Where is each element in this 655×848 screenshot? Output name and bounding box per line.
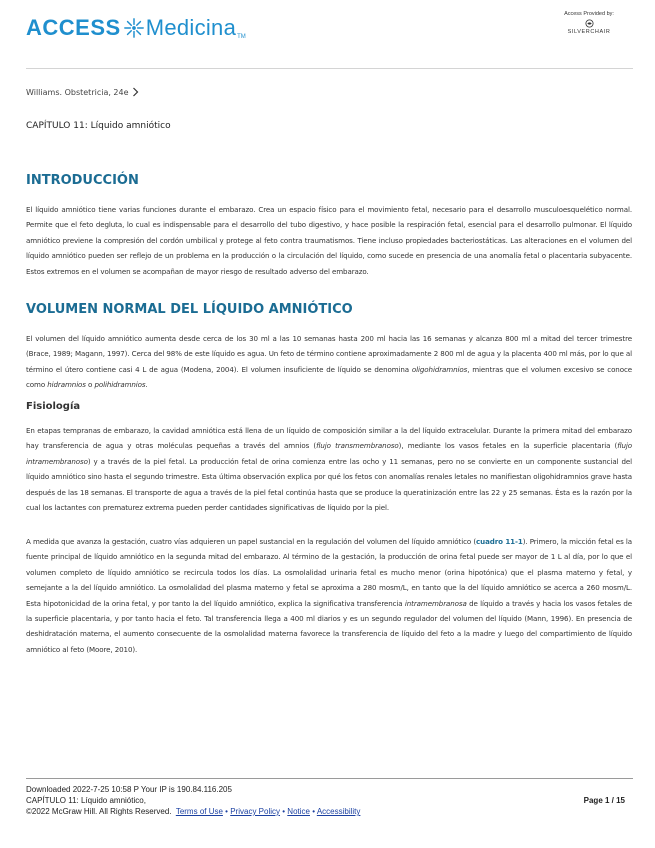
breadcrumb[interactable] (26, 87, 139, 97)
logo-trademark: TM (237, 34, 246, 40)
page-header (0, 0, 655, 70)
volume-paragraph: El volumen del líquido amniótico aumenta desde cerca de los 30 ml a las 10 semanas hasta 200 ml hacia las 16 semanas y alcanza 800 ml a mitad del tercer trimestre (Brace, 1989; Magann, 1997). Cerca del 98% de este líquido es agua. Un feto de término contiene aproximadamente 2 800 ml de agua y la placenta 400 ml más, por lo que al término el útero contiene casi 4 L de agua (Modena, 2004). El volumen insuficiente de líquido se denomina oligohidramnios, mientras que el volumen excesivo se conoce como hidramnios o polihidramnios. (26, 334, 633, 390)
footer-chapter: CAPÍTULO 11: Líquido amniótico, (26, 796, 146, 805)
term-polihidramnios: polihidramnios (94, 380, 146, 390)
separator: • (225, 807, 228, 816)
separator: • (282, 807, 286, 816)
separator: • (312, 807, 316, 816)
intro-paragraph: El líquido amniótico tiene varias funciones durante el embarazo. Crea un espacio físico para el movimiento fetal, necesario para el desarrollo musculoesquelético normal. Permite que el feto degluta, lo cual es indispensable para el desarrollo del tubo digestivo, y hace posible la respiración fetal, esencial para el desarrollo pulmonar. El líquido amniótico previene la compresión del cordón umbilical y protege al feto contra traumatismos. Tiene incluso propiedades bacteriostáticas. Las alteraciones en el volumen del líquido amniótico pueden ser reflejo de un problema en la producción o la circulación del líquido, como sucede en presencia de una anomalía fetal o placentaria subyacente. Estos extremos en el volumen se acompañan de mayor riesgo de resultado adverso del embarazo. (26, 205, 632, 276)
table-11-1-link[interactable]: cuadro 11-1 (476, 537, 523, 546)
accessibility-link[interactable]: Accessibility (316, 807, 361, 816)
download-info: Downloaded 2022-7-25 10:58 P Your IP is 190.84.116.205 (26, 785, 232, 794)
physiology-paragraph-1: En etapas tempranas de embarazo, la cavidad amniótica está llena de un líquido de composición similar a la del líquido extracelular. Durante la primera mitad del embarazo hay transferencia de agua y otras moléculas pequeñas a través del amnios (flujo transmembranoso), mediante los vasos fetales en la superficie placentaria (flujo intramembranoso) y a través de la piel fetal. La producción fetal de orina comienza entre las ocho y 11 semanas, pero no se convierte en un componente sustancial del líquido amniótico sino hasta el segundo trimestre. Esta última observación explica por qué los fetos con anomalías renales letales no manifiestan oligohidramnios grave hasta después de las 18 semanas. El transporte de agua a través de la piel fetal continúa hasta que se produce la queratinización entre las 22 y 25 semanas. Ésta es la razón por la cual los lactantes con prematurez extrema pueden perder cantidades significativas de líquido por la piel. (26, 426, 632, 513)
provider-name: SILVERCHAIR (567, 29, 611, 35)
terms-of-use-link[interactable]: Terms of Use (175, 807, 223, 816)
notice-link[interactable]: Notice (287, 807, 310, 816)
term-hidramnios: hidramnios (47, 380, 86, 390)
provided-label: Access Provided by: (564, 11, 614, 17)
chapter-title: CAPÍTULO 11: Líquido amniótico (26, 121, 171, 131)
term-oligohidramnios: oligohidramnios (411, 364, 468, 374)
page-number: Page 1 / 15 (583, 796, 625, 805)
header-divider (26, 68, 633, 69)
physiology-heading: Fisiología (26, 401, 81, 412)
institution-icon (585, 19, 594, 28)
term-flujo-intramembranoso: flujo intramembranoso (26, 441, 632, 466)
breadcrumb-book[interactable]: Williams. Obstetricia, 24e (26, 87, 129, 97)
logo-access-text: ACCESS (26, 15, 121, 40)
access-medicina-logo[interactable] (26, 10, 246, 46)
starburst-icon (123, 17, 145, 39)
footer-divider (26, 778, 633, 779)
access-provided-by (549, 11, 629, 35)
volume-heading: VOLUMEN NORMAL DEL LÍQUIDO AMNIÓTICO (26, 302, 353, 317)
page-footer (26, 784, 360, 817)
physiology-paragraph-2: A medida que avanza la gestación, cuatro vías adquieren un papel sustancial en la regulación del volumen del líquido amniótico (cuadro 11-1). Primero, la micción fetal es la fuente principal de líquido amniótico en la segunda mitad del embarazo. Al término de la gestación, la producción de orina fetal puede ser mayor de 1 L al día, por lo que el volumen completo de líquido amniótico se recircula todos los días. La osmolalidad urinaria fetal es mucho menor (orina hipotónica) que el plasma materno y fetal, y semejante a la del líquido amniótico. La osmolalidad del plasma materno y fetal se aproxima a 280 mosm/L, en tanto que la del líquido amniótico se acerca a 260 mosm/L. Esta hipotonicidad de la orina fetal, y por tanto la del líquido amniótico, explica la significativa transferencia intramembranosa de líquido a través y hacia los vasos fetales de la superficie placentaria, y por tanto hacia el feto. Tal transferencia llega a 400 ml diarios y es un segundo regulador del volumen del líquido (Mann, 1996). En presencia de deshidratación materna, el aumento consecuente de la osmolalidad materna favorece la transferencia de líquido del feto a la madre y luego del compartimiento de líquido amniótico al feto (Moore, 2010). (26, 537, 633, 654)
privacy-policy-link[interactable]: Privacy Policy (230, 807, 281, 816)
term-intramembranosa: intramembranosa (404, 598, 467, 608)
copyright-text: ©2022 McGraw Hill. All Rights Reserved. (26, 807, 172, 816)
term-flujo-transmembranoso: flujo transmembranoso (316, 441, 399, 451)
intro-heading: INTRODUCCIÓN (26, 173, 139, 188)
logo-medicina-text: Medicina (145, 15, 237, 40)
chevron-right-icon (132, 87, 139, 97)
footer-legal-line (26, 806, 360, 817)
